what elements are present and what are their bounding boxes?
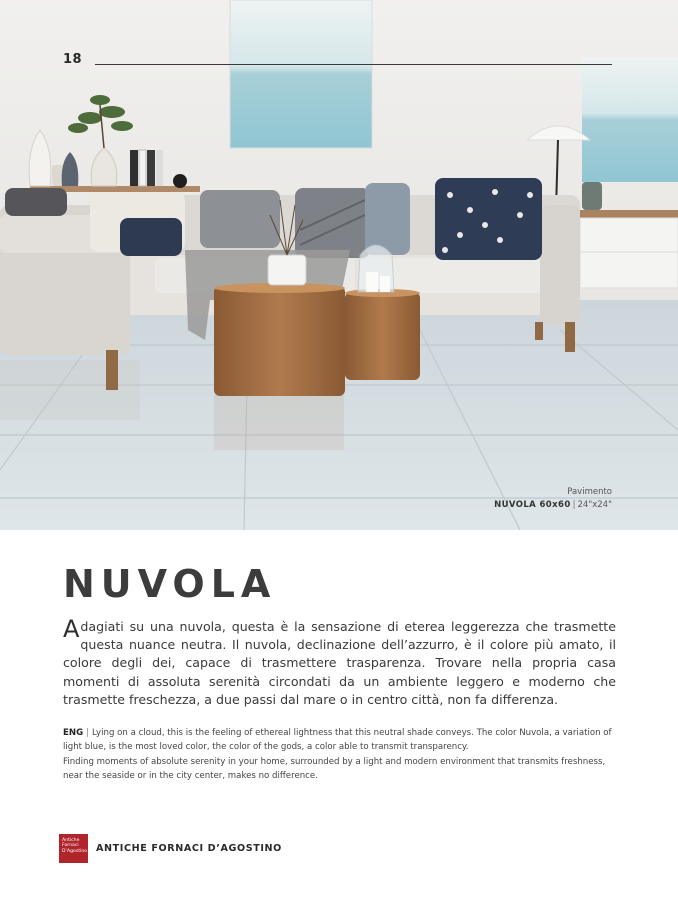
intro-text: dagiati su una nuvola, questa è la sensazione di eterea leggerezza che trasmette questa nuance neutra. Il nuvola, declinazione dell’azzurro, è il colore più amato, il colore degli dei, capace di trasmettere trasparenza. Trovare nella propria casa momenti di assoluta serenità circondati da un ambiente leggero e moderno che trasmette freschezza, a due passi dal mare o in centro città, non fa differenza. [63, 619, 616, 707]
caption-separator: | [572, 500, 576, 510]
eng-separator: | [86, 728, 90, 738]
caption-size: 24"x24" [577, 500, 612, 510]
english-paragraph-2: Finding moments of absolute serenity in your home, surrounded by a light and modern environment that transmits freshness, near the seaside or in the city center, makes no difference. [63, 756, 606, 782]
header-divider [95, 64, 612, 65]
page-number: 18 [63, 52, 83, 67]
caption-product-line [494, 499, 612, 512]
eng-label: ENG [63, 728, 84, 738]
page-title: NUVOLA [63, 562, 277, 606]
english-description [63, 726, 616, 784]
italian-intro [63, 615, 616, 709]
brand-logo: Antiche Fornaci D’Agostino [59, 834, 88, 863]
english-text-1: Lying on a cloud, this is the feeling of ethereal lightness that this neutral shade conveys. The color Nuvola, a variation of light blue, is the most loved color, the color of the gods, a color able to transmit transparency. [63, 728, 612, 753]
brand-name: ANTICHE FORNACI D’AGOSTINO [96, 843, 282, 854]
photo-caption [494, 486, 612, 512]
drop-cap: A [63, 615, 80, 643]
caption-product: NUVOLA 60x60 [494, 500, 571, 510]
caption-label: Pavimento [567, 487, 612, 497]
english-paragraph-1 [63, 726, 616, 755]
